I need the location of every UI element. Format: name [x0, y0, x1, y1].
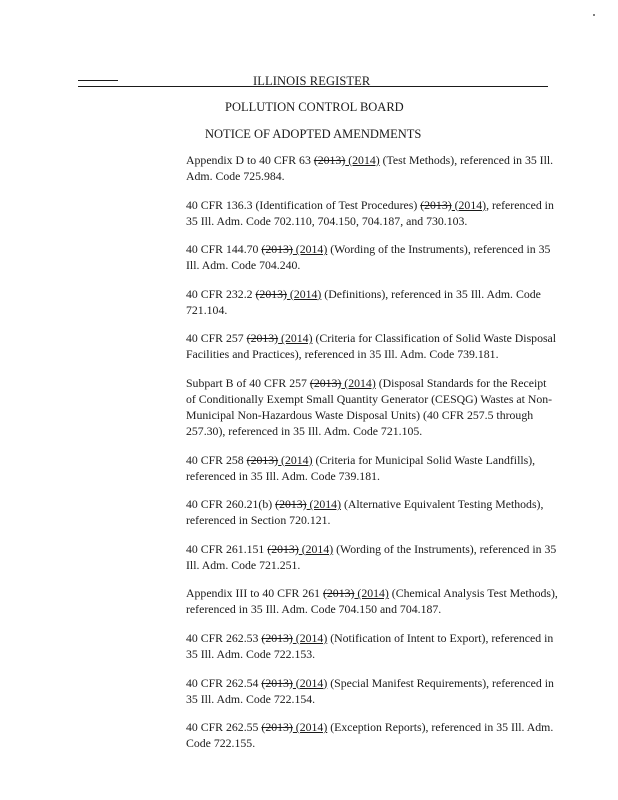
deleted-year: (2013) [261, 675, 293, 690]
entry-text: 40 CFR 260.21(b) [186, 497, 276, 512]
deleted-year: (2013) [313, 153, 346, 167]
entry-text: Appendix III to 40 CFR 261 [186, 586, 323, 601]
entry-text: , referenced in 35 Ill. Adm. Code 702.110, 704.150, 704.187, and 730.103. [186, 197, 557, 228]
entry-text: (Special Manifest Requirements), referenced in 35 Ill. Adm. Code 722.154. [186, 675, 557, 706]
header-rule [78, 86, 548, 87]
scan-speck [593, 14, 595, 16]
deleted-year: (2013) [246, 452, 279, 467]
deleted-year: (2013) [261, 720, 293, 735]
inserted-year: (2014) [306, 497, 341, 512]
inserted-year: (2014) [292, 242, 328, 257]
entry-text: (Alternative Equivalent Testing Methods), referenced in Section 720.121. [186, 497, 547, 528]
reference-entry [186, 719, 558, 751]
inserted-year: (2014) [354, 586, 389, 601]
deleted-year: (2013) [322, 586, 355, 601]
notice-title: NOTICE OF ADOPTED AMENDMENTS [205, 127, 422, 141]
entry-text: 40 CFR 257 [186, 331, 247, 346]
inserted-year: (2014) [341, 375, 376, 390]
header-underline-left [78, 80, 118, 81]
reference-entry [186, 452, 558, 484]
inserted-year: (2014) [278, 331, 313, 346]
deleted-year: (2013) [267, 541, 299, 556]
entry-text: (Chemical Analysis Test Methods), referenced in 35 Ill. Adm. Code 704.150 and 704.187. [186, 586, 561, 617]
entry-text: Appendix D to 40 CFR 63 [186, 153, 314, 167]
inserted-year: (2014) [286, 286, 322, 301]
deleted-year: (2013) [261, 242, 293, 257]
entry-text: (Wording of the Instruments), referenced in 35 Ill. Adm. Code 704.240. [186, 242, 554, 273]
entry-text: Subpart B of 40 CFR 257 [186, 375, 310, 390]
reference-entry [186, 197, 558, 229]
entry-text: (Test Methods), referenced in 35 Ill. Adm. Code 725.984. [186, 153, 556, 183]
deleted-year: (2013) [261, 630, 293, 645]
deleted-year: (2013) [246, 331, 279, 346]
entry-text: (Notification of Intent to Export), referenced in 35 Ill. Adm. Code 722.153. [186, 630, 557, 661]
deleted-year: (2013) [275, 497, 307, 512]
inserted-year: (2014) [292, 720, 328, 735]
inserted-year: (2014) [298, 541, 334, 556]
reference-entry [186, 496, 558, 528]
entry-text: 40 CFR 232.2 [186, 286, 256, 301]
entry-text: 40 CFR 258 [186, 452, 247, 467]
deleted-year: (2013) [255, 286, 287, 301]
inserted-year: (2014) [278, 452, 313, 467]
entry-text: (Exception Reports), referenced in 35 Ill. Adm. Code 722.155. [186, 720, 557, 751]
entry-text: 40 CFR 261.151 [186, 541, 268, 556]
entry-text: (Wording of the Instruments), referenced in 35 Ill. Adm. Code 721.251. [186, 541, 560, 572]
inserted-year: (2014) [292, 675, 328, 690]
reference-list [186, 152, 561, 764]
deleted-year: (2013) [420, 197, 452, 212]
entry-text: (Definitions), referenced in 35 Ill. Adm. Code 721.104. [186, 286, 544, 317]
reference-entry [186, 286, 558, 318]
register-title: ILLINOIS REGISTER [253, 74, 371, 88]
reference-entry [186, 541, 558, 573]
entry-text: (Disposal Standards for the Receipt of Conditionally Exempt Small Quantity Generator (CESQG) Wastes at Non-Municipal Non-Hazardous Waste Disposal Units) (40 CFR 257.5 through 257.30), referenced in 35 Ill. Adm. Code 721.105. [186, 375, 553, 438]
entry-text: 40 CFR 262.54 [186, 675, 262, 690]
reference-entry [186, 330, 558, 362]
reference-entry [186, 241, 558, 273]
inserted-year: (2014) [451, 197, 487, 212]
reference-entry [186, 675, 558, 707]
entry-text: 40 CFR 262.53 [186, 630, 262, 645]
reference-entry [186, 375, 558, 439]
board-title: POLLUTION CONTROL BOARD [225, 100, 404, 114]
reference-entry [186, 152, 558, 184]
reference-entry [186, 630, 558, 662]
deleted-year: (2013) [309, 375, 342, 390]
inserted-year: (2014) [292, 630, 328, 645]
entry-text: 40 CFR 136.3 (Identification of Test Procedures) [186, 197, 421, 212]
entry-text: 40 CFR 144.70 [186, 242, 262, 257]
entry-text: (Criteria for Classification of Solid Waste Disposal Facilities and Practices), referenced in 35 Ill. Adm. Code 739.181. [186, 331, 560, 362]
entry-text: 40 CFR 262.55 [186, 720, 262, 735]
inserted-year: (2014) [345, 153, 380, 167]
entry-text: (Criteria for Municipal Solid Waste Landfills), referenced in 35 Ill. Adm. Code 739.181. [186, 452, 539, 483]
reference-entry [186, 585, 561, 617]
